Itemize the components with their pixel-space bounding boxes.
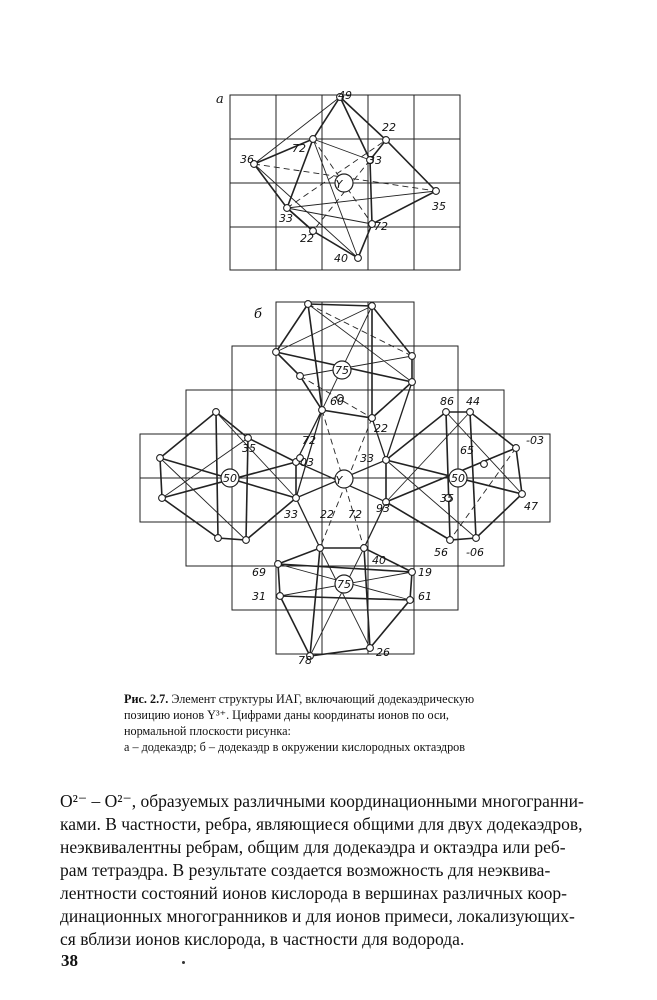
vertex-circle	[513, 445, 520, 452]
figure-number: Рис. 2.7.	[124, 692, 169, 706]
panel-b-num-6: 33	[360, 452, 374, 465]
vertex-circle	[383, 137, 390, 144]
vertex-circle	[443, 409, 450, 416]
caption-line-4: а – додекаэдр; б – додекаэдр в окружении кислородных октаэдров	[124, 740, 466, 754]
vertex-circle	[243, 537, 250, 544]
panel-b-center-left: 50	[223, 472, 237, 485]
vertex-circle	[467, 409, 474, 416]
panel-a-center-label: Y	[335, 178, 343, 191]
panel-a-num-4: 36	[240, 153, 254, 166]
panel-b-bottom-thin	[278, 548, 412, 656]
panel-b-num-15: 72	[348, 508, 362, 521]
panel-b-center-right: 50	[451, 472, 465, 485]
body-line-3: неэквивалентны ребрам, общим для додекаэдра и октаэдра или реб-	[60, 837, 566, 857]
vertex-circle	[519, 491, 526, 498]
panel-b-num-11: 35	[440, 492, 454, 505]
panel-b-num-16: 93	[376, 502, 390, 515]
vertex-circle	[355, 255, 362, 262]
panel-b-num-14: 22	[320, 508, 334, 521]
panel-b-num-25: 26	[376, 646, 390, 659]
body-line-2: ками. В частности, ребра, являющиеся общими для двух додекаэдров,	[60, 814, 583, 834]
vertex-circle	[409, 569, 416, 576]
body-line-7: ся вблизи ионов кислорода, в частности для водорода.	[60, 929, 465, 949]
figure-labels	[216, 89, 544, 667]
body-line-6: динационных многогранников и для ионов примеси, локализующих-	[60, 906, 575, 926]
vertex-circle	[407, 597, 414, 604]
panel-a-num-9: 22	[300, 232, 314, 245]
panel-b-num-9: 65	[460, 444, 474, 457]
panel-b-num-8: 44	[466, 395, 480, 408]
vertex-circle	[213, 409, 220, 416]
panel-b-num-19: 40	[372, 554, 386, 567]
vertex-circle	[317, 545, 324, 552]
panel-a-num-7: 33	[279, 212, 293, 225]
panel-b-num-3: 22	[374, 422, 388, 435]
vertex-circle	[369, 303, 376, 310]
panel-b-num-13: 33	[284, 508, 298, 521]
vertex-circle	[409, 353, 416, 360]
panel-b-num-18: -06	[466, 546, 484, 559]
panel-a-num-10: 40	[334, 252, 348, 265]
vertex-circle	[319, 407, 326, 414]
panel-b-num-5: 03	[300, 456, 314, 469]
caption-line-1: Элемент структуры ИАГ, включающий додекаэдрическую	[168, 692, 475, 706]
stray-dot	[182, 961, 185, 964]
panel-b-num-10: -03	[526, 434, 544, 447]
panel-b-num-21: 31	[252, 590, 266, 603]
panel-b-num-2: 72	[302, 434, 316, 447]
panel-b-num-23: 61	[418, 590, 432, 603]
vertex-circle	[277, 593, 284, 600]
vertex-circle	[297, 373, 304, 380]
panel-b-num-20: 69	[252, 566, 266, 579]
panel-b-num-7: 86	[440, 395, 454, 408]
panel-b-bottom-polyhedron	[278, 548, 412, 656]
vertex-circle	[293, 495, 300, 502]
vertex-circle	[481, 461, 488, 468]
vertex-circle	[245, 435, 252, 442]
panel-b-num-24: 78	[298, 654, 312, 667]
panel-a-label: a	[216, 92, 224, 107]
vertex-circle	[409, 379, 416, 386]
vertex-circle	[310, 136, 317, 143]
caption-line-2: позицию ионов Y³⁺. Цифрами даны координаты ионов по оси,	[124, 708, 449, 722]
vertex-circle	[369, 415, 376, 422]
panel-a-num-3: 72	[292, 142, 306, 155]
vertex-circle	[159, 495, 166, 502]
vertex-circle	[275, 561, 282, 568]
vertex-circle	[273, 349, 280, 356]
vertex-circle	[433, 188, 440, 195]
panel-a-num-1: 49	[338, 89, 352, 102]
vertex-circle	[157, 455, 164, 462]
panel-a-num-6: 35	[432, 200, 446, 213]
panel-b-num-12: 47	[524, 500, 538, 513]
body-line-5: лентности состояний ионов кислорода в вершинах различных коор-	[60, 883, 568, 903]
vertex-circle	[284, 205, 291, 212]
panel-a-num-2: 22	[382, 121, 396, 134]
panel-a-num-5: 33	[368, 154, 382, 167]
vertex-circle	[305, 301, 312, 308]
body-line-4: рам тетраэдра. В результате создается возможность для неэквива-	[60, 860, 551, 880]
vertex-circle	[473, 535, 480, 542]
panel-b-num-22: 19	[418, 566, 432, 579]
body-paragraph	[60, 790, 626, 951]
panel-b-center-bottom: 75	[337, 578, 351, 591]
panel-b-center-Y: Y	[335, 474, 343, 487]
page-number: 38	[61, 951, 78, 970]
panel-b-center-top: 75	[335, 364, 349, 377]
body-line-1: O²⁻ – O²⁻, образуемых различными координационными многогранни-	[60, 791, 584, 811]
caption-line-3: нормальной плоскости рисунка:	[124, 724, 291, 738]
panel-a-num-8: 72	[374, 220, 388, 233]
panel-b-num-4: 35	[242, 442, 256, 455]
vertex-circle	[361, 545, 368, 552]
panel-b-num-1: 60	[330, 395, 344, 408]
panel-b-num-17: 56	[434, 546, 448, 559]
vertex-circle	[383, 457, 390, 464]
vertex-circle	[215, 535, 222, 542]
panel-b-label: б	[254, 307, 262, 322]
figure-caption	[124, 691, 574, 755]
vertex-circle	[367, 645, 374, 652]
vertex-circle	[447, 537, 454, 544]
